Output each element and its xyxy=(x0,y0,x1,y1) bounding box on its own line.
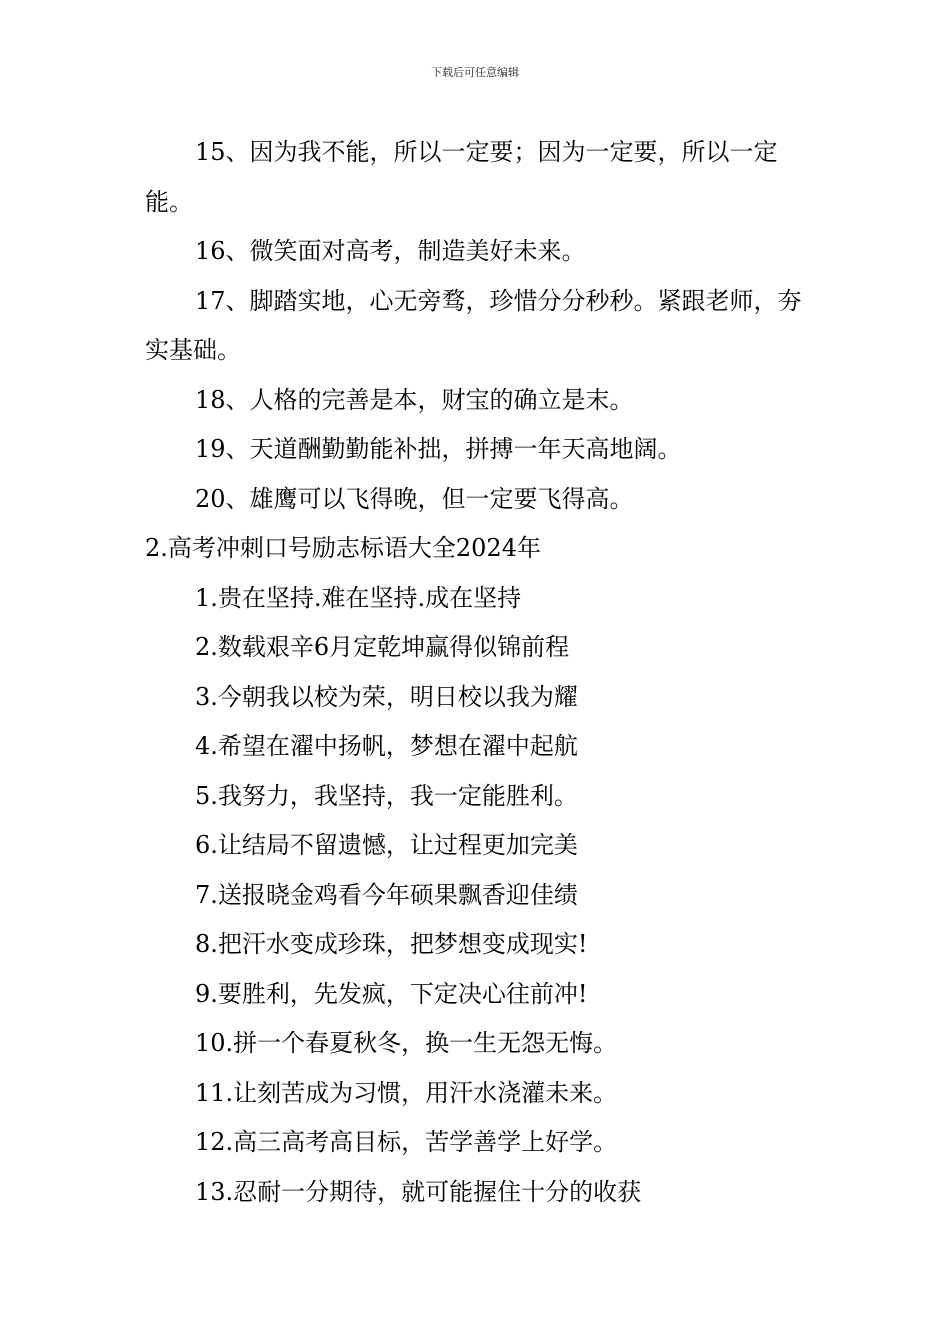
list-item: 13.忍耐一分期待，就可能握住十分的收获 xyxy=(195,1177,642,1206)
list-item: 6.让结局不留遗憾，让过程更加完美 xyxy=(195,831,578,859)
paragraph-20: 20、雄鹰可以飞得晚，但一定要飞得高。 xyxy=(195,484,634,513)
document-body xyxy=(145,128,810,1217)
list-item: 1.贵在坚持.难在坚持.成在坚持 xyxy=(195,583,522,612)
list-item: 11.让刻苦成为习惯，用汗水浇灌未来。 xyxy=(195,1078,618,1107)
section-heading: 2.高考冲刺口号励志标语大全2024年 xyxy=(145,534,541,562)
list-item: 12.高三高考高目标，苦学善学上好学。 xyxy=(195,1128,618,1156)
paragraph-17: 17、脚踏实地，心无旁骛，珍惜分分秒秒。紧跟老师，夯实基础。 xyxy=(145,286,802,364)
list-item: 9.要胜利，先发疯，下定决心往前冲! xyxy=(195,979,588,1008)
list-item: 2.数载艰辛6月定乾坤赢得似锦前程 xyxy=(195,633,570,661)
paragraph-18: 18、人格的完善是本，财宝的确立是末。 xyxy=(195,385,634,414)
list-item: 4.希望在濯中扬帆，梦想在濯中起航 xyxy=(195,732,578,760)
list-item: 5.我努力，我坚持，我一定能胜利。 xyxy=(195,781,578,810)
list-item: 10.拼一个春夏秋冬，换一生无怨无悔。 xyxy=(195,1029,618,1057)
paragraph-16: 16、微笑面对高考，制造美好未来。 xyxy=(195,237,586,265)
page-header: 下载后可任意编辑 xyxy=(431,66,519,79)
list-item: 7.送报晓金鸡看今年硕果飘香迎佳绩 xyxy=(195,880,578,909)
paragraph-15: 15、因为我不能，所以一定要；因为一定要，所以一定能。 xyxy=(145,138,778,216)
paragraph-19: 19、天道酬勤勤能补拙，拼搏一年天高地阔。 xyxy=(195,435,682,463)
list-item: 3.今朝我以校为荣，明日校以我为耀 xyxy=(195,682,578,711)
list-item: 8.把汗水变成珍珠，把梦想变成现实! xyxy=(195,930,588,958)
